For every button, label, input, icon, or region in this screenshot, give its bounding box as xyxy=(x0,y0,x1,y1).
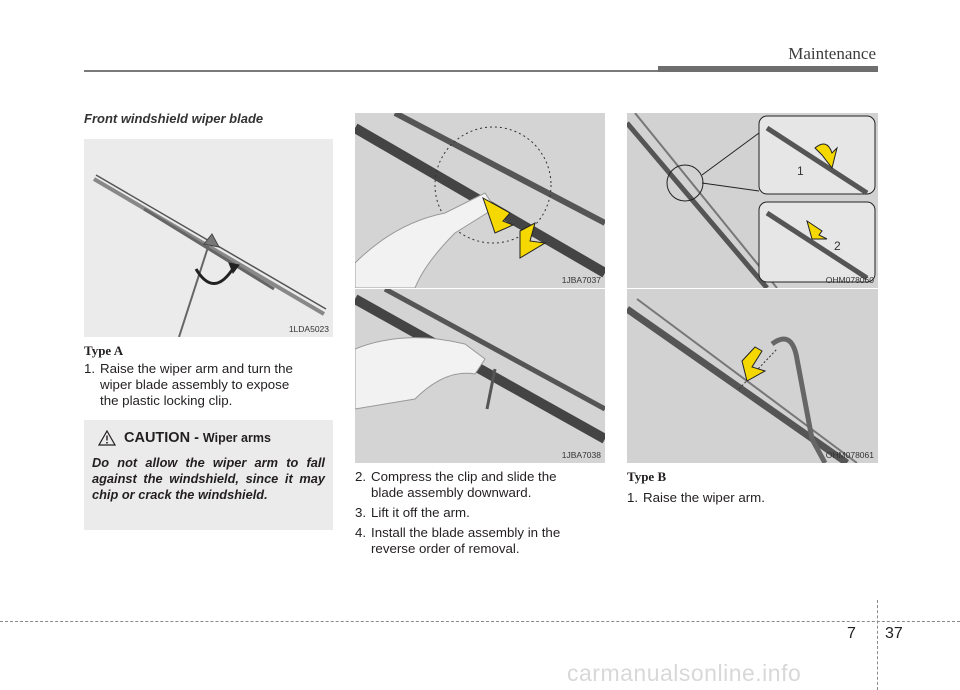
step-line: the plastic locking clip. xyxy=(100,393,233,408)
type-b-raise-illustration xyxy=(627,113,878,288)
type-a-label: Type A xyxy=(84,343,124,358)
page-number: 37 xyxy=(885,625,903,642)
figure-type-b-remove xyxy=(627,289,878,463)
step-2 xyxy=(355,469,605,501)
figure-code: 1JBA7038 xyxy=(561,450,601,460)
step-4 xyxy=(355,525,605,557)
wiper-blade-illustration xyxy=(84,139,333,337)
caution-subtitle: Wiper arms xyxy=(202,431,271,445)
figure-type-b-raise xyxy=(627,113,878,288)
running-header: Maintenance xyxy=(788,44,876,63)
step-line: Raise the wiper arm. xyxy=(643,490,765,505)
footer-rule xyxy=(0,621,960,622)
figure-code: 1LDA5023 xyxy=(288,324,329,334)
step-line: Compress the clip and slide the xyxy=(371,469,557,484)
compress-clip-illustration xyxy=(355,113,605,288)
step-line: wiper blade assembly to expose xyxy=(100,377,290,392)
callout-number: 2 xyxy=(834,239,841,253)
step-number: 1. xyxy=(84,361,96,376)
step-line: blade assembly downward. xyxy=(371,485,532,500)
step-line: Raise the wiper arm and turn the xyxy=(100,361,293,376)
step-line: Install the blade assembly in the xyxy=(371,525,561,540)
step-3 xyxy=(355,505,605,521)
step-number: 4. xyxy=(355,525,367,540)
callout-number: 1 xyxy=(797,164,804,178)
step-line: Lift it off the arm. xyxy=(371,505,470,520)
figure-code: 1JBA7037 xyxy=(561,275,601,285)
type-b-remove-illustration xyxy=(627,289,878,463)
lift-off-illustration xyxy=(355,289,605,463)
step-number: 2. xyxy=(355,469,367,484)
section-title: Front windshield wiper blade xyxy=(84,111,264,126)
figure-code: OHM078061 xyxy=(825,450,874,460)
step-number: 3. xyxy=(355,505,367,520)
caution-box xyxy=(84,420,333,530)
figure-lift-off-arm xyxy=(355,289,605,463)
type-b-step-1 xyxy=(627,490,878,506)
watermark: carmanualsonline.info xyxy=(567,660,802,686)
step-number: 1. xyxy=(627,490,639,505)
figure-code: OHM078060 xyxy=(825,275,874,285)
figure-compress-clip xyxy=(355,113,605,288)
chapter-number: 7 xyxy=(847,625,856,642)
figure-wiper-blade-rotate xyxy=(84,139,333,337)
footer-divider xyxy=(877,600,878,690)
header-rule xyxy=(84,70,658,72)
caution-title: CAUTION - xyxy=(124,430,199,446)
caution-text: Do not allow the wiper arm to fall against the windshield, since it may chip or crack the windshield. xyxy=(92,455,325,502)
header-bar xyxy=(658,66,878,72)
type-a-step-1 xyxy=(84,361,333,409)
step-line: reverse order of removal. xyxy=(371,541,520,556)
warning-triangle-icon xyxy=(98,430,116,446)
type-b-label: Type B xyxy=(627,469,667,484)
caution-heading xyxy=(98,430,271,446)
